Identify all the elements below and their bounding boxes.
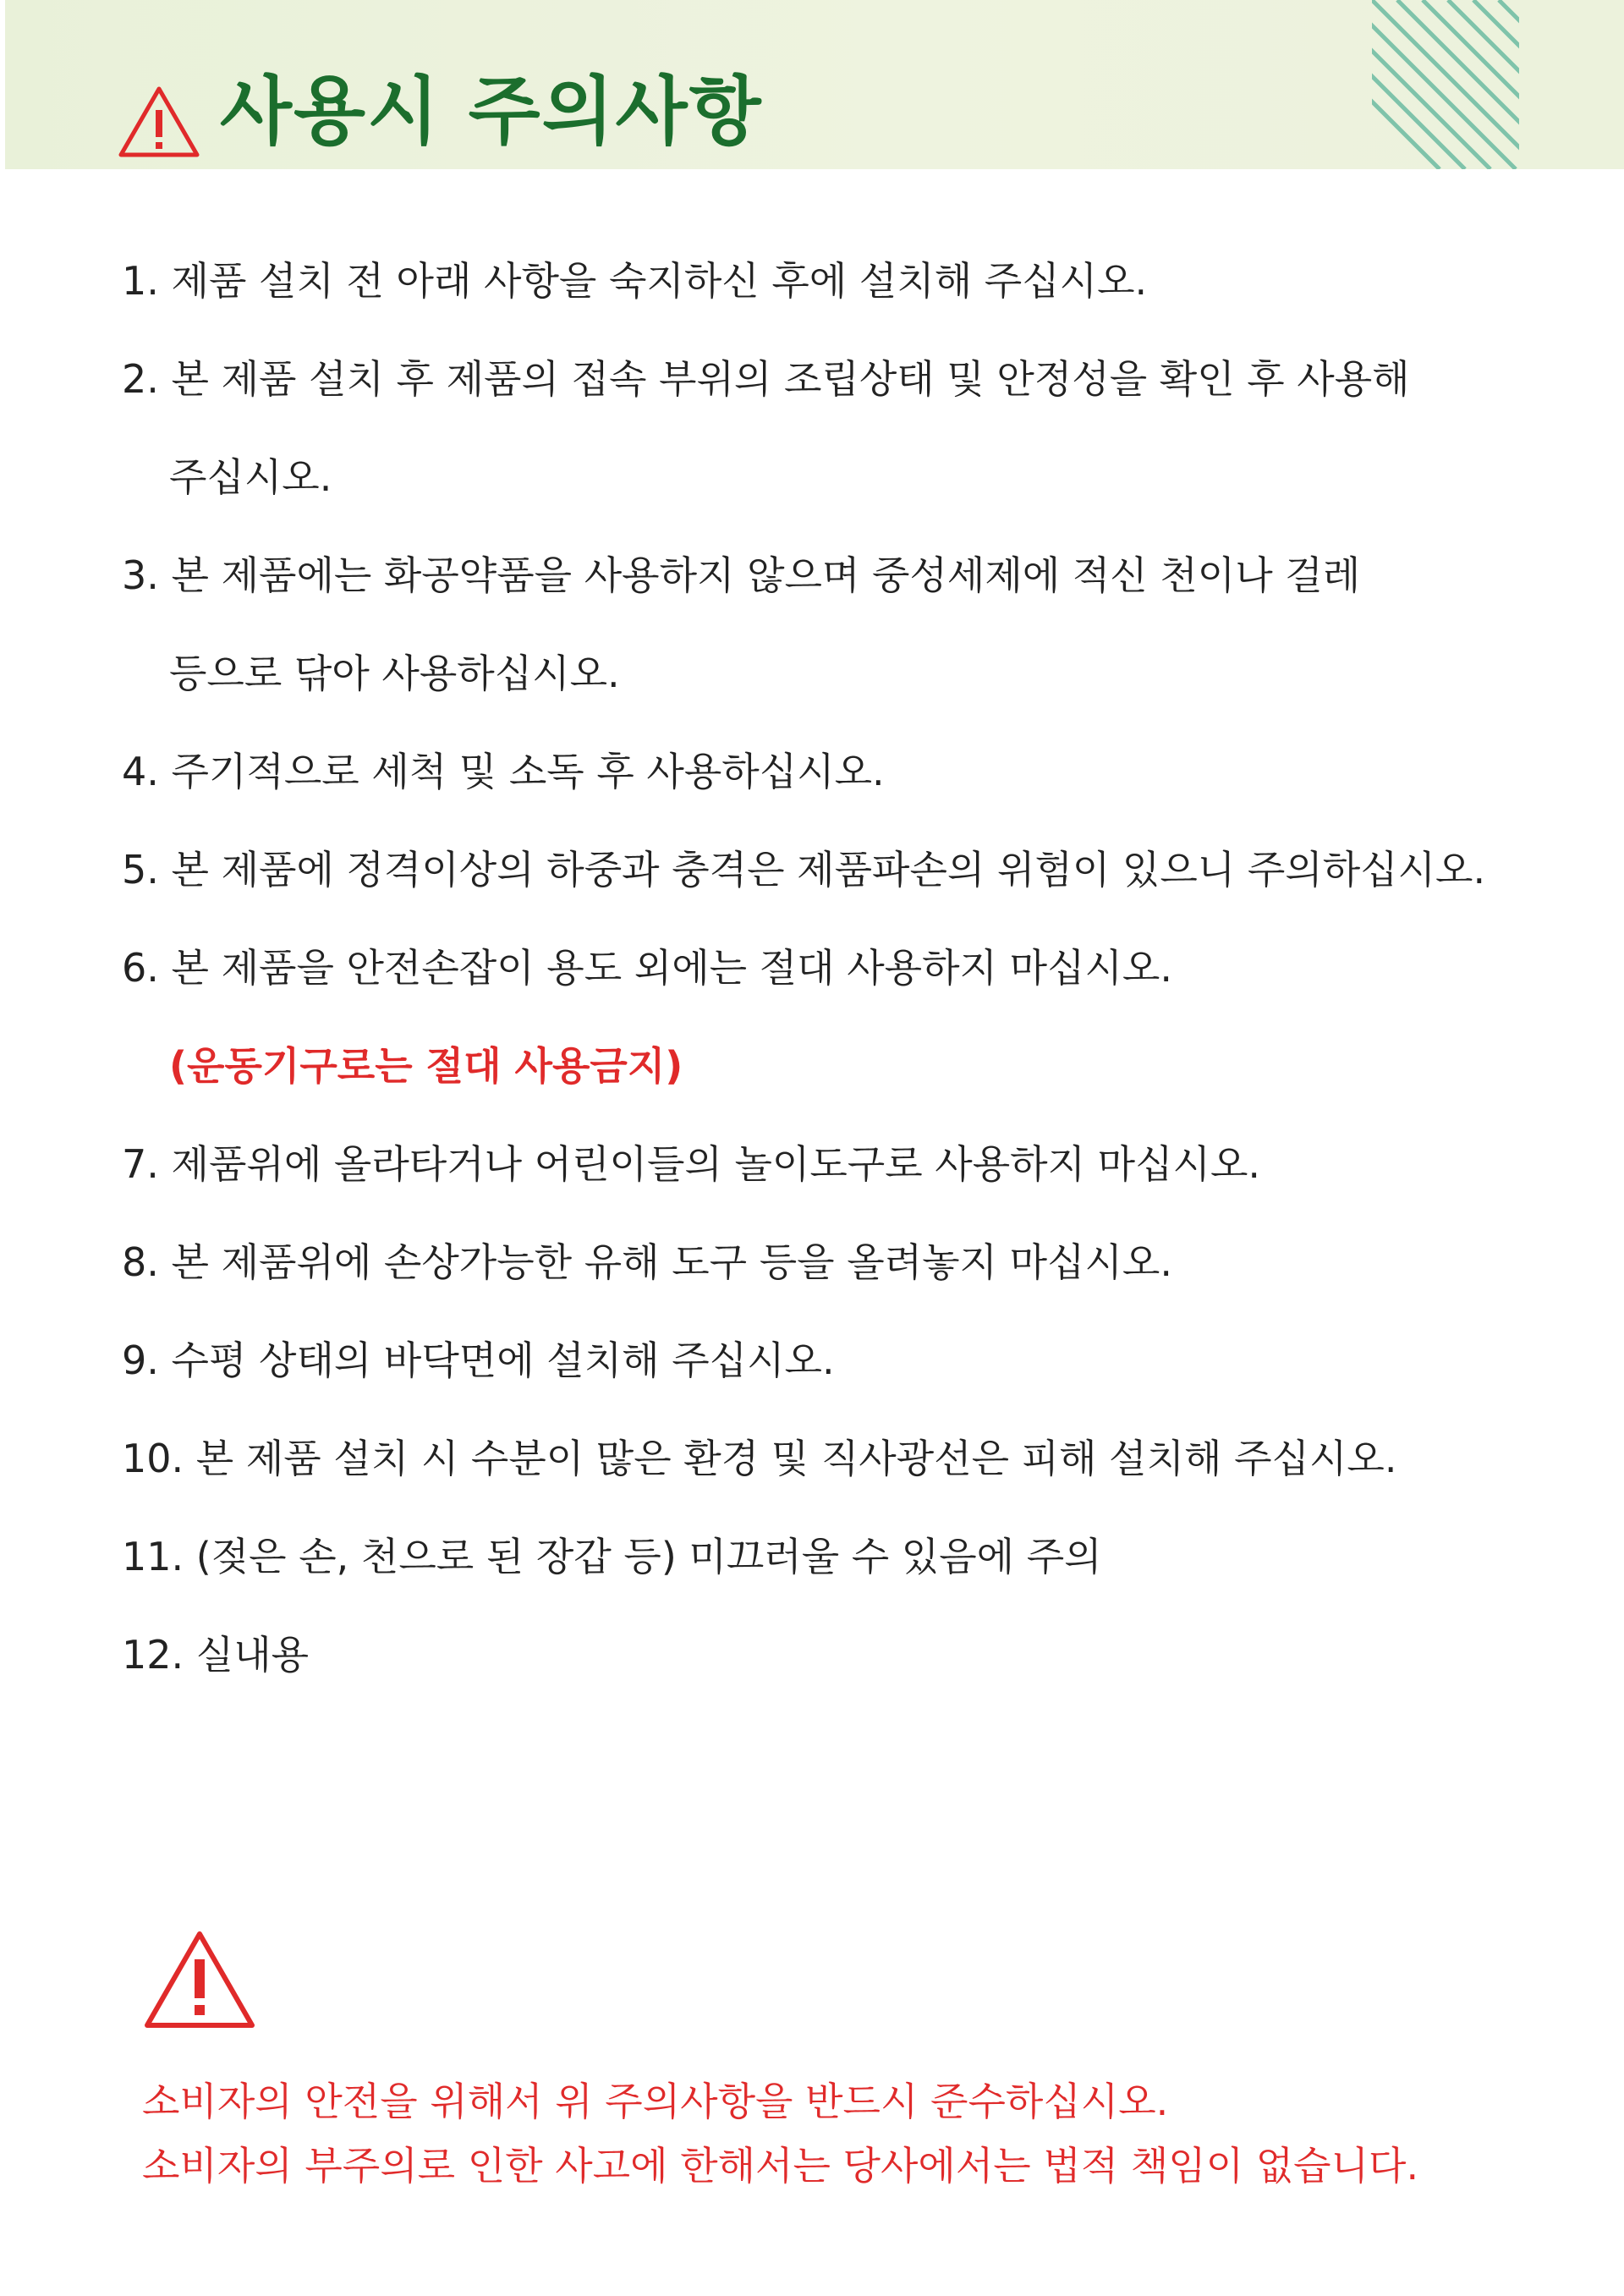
- list-item: 5. 본 제품에 정격이상의 하중과 충격은 제품파손의 위험이 있으니 주의하십시오.: [122, 847, 1486, 893]
- list-item: 8. 본 제품위에 손상가능한 유해 도구 등을 올려놓지 마십시오.: [122, 1239, 1172, 1285]
- list-item: 7. 제품위에 올라타거나 어린이들의 놀이도구로 사용하지 마십시오.: [122, 1141, 1261, 1187]
- notice-line: 소비자의 안전을 위해서 위 주의사항을 반드시 준수하십시오.: [142, 2079, 1169, 2124]
- warning-icon: [142, 1929, 257, 2030]
- list-item: 6. 본 제품을 안전손잡이 용도 외에는 절대 사용하지 마십시오.: [122, 945, 1172, 991]
- list-item: 10. 본 제품 설치 시 수분이 많은 환경 및 직사광선은 피해 설치해 주십시오.: [122, 1436, 1397, 1481]
- list-item: 11. (젖은 손, 천으로 된 장갑 등) 미끄러울 수 있음에 주의: [122, 1534, 1102, 1579]
- warning-icon: [117, 85, 201, 159]
- warning-note: (운동기구로는 절대 사용금지): [169, 1043, 683, 1089]
- list-item: 2. 본 제품 설치 후 제품의 접속 부위의 조립상태 및 안정성을 확인 후 사용해: [122, 356, 1410, 402]
- notice-line: 소비자의 부주의로 인한 사고에 한해서는 당사에서는 법적 책임이 없습니다.: [142, 2143, 1419, 2189]
- list-item: 1. 제품 설치 전 아래 사항을 숙지하신 후에 설치해 주십시오.: [122, 258, 1148, 304]
- list-item-continuation: 등으로 닦아 사용하십시오.: [169, 651, 620, 696]
- list-item: 3. 본 제품에는 화공약품을 사용하지 않으며 중성세제에 적신 천이나 걸레: [122, 552, 1361, 598]
- decorative-stripes: [1372, 0, 1519, 169]
- page-title: 사용시 주의사항: [220, 68, 763, 155]
- list-item: 9. 수평 상태의 바닥면에 설치해 주십시오.: [122, 1338, 835, 1383]
- list-item: 4. 주기적으로 세척 및 소독 후 사용하십시오.: [122, 749, 885, 794]
- list-item: 12. 실내용: [122, 1632, 310, 1678]
- list-item-continuation: 주십시오.: [169, 454, 332, 500]
